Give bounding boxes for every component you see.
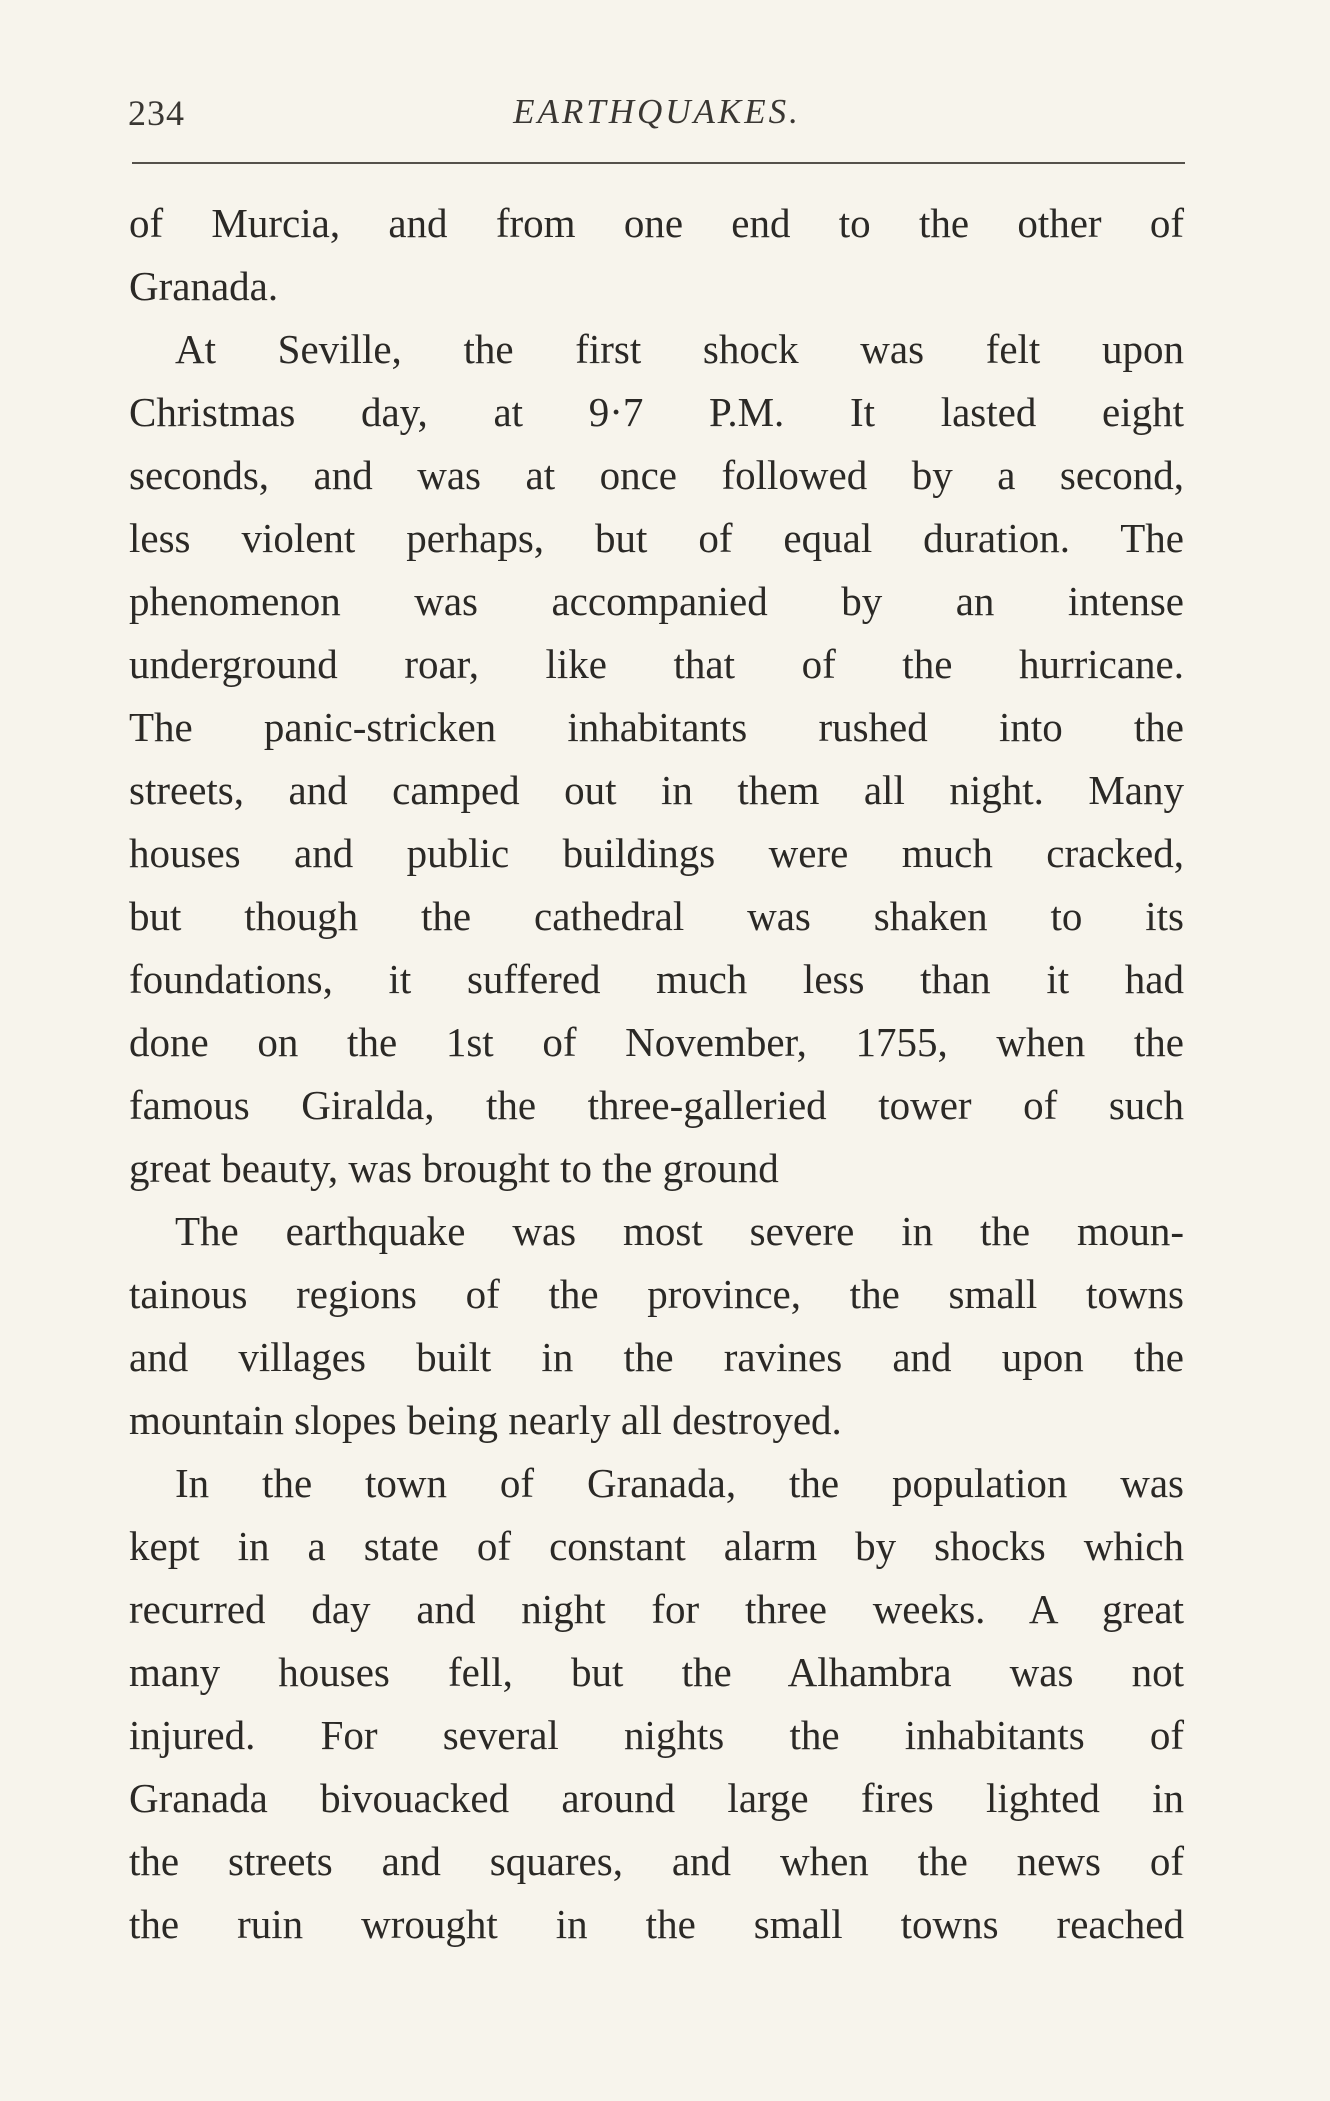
text-line: Christmas day, at 9·7 P.M. It lasted eight (129, 389, 1184, 435)
text-line: underground roar, like that of the hurricane. (129, 641, 1184, 687)
text-line: The panic-stricken inhabitants rushed into the (129, 704, 1184, 750)
page-number: 234 (128, 93, 185, 133)
text-line: recurred day and night for three weeks. A great (129, 1586, 1184, 1632)
text-line: done on the 1st of November, 1755, when the (129, 1019, 1184, 1065)
header-rule (132, 162, 1185, 164)
text-line: kept in a state of constant alarm by shocks which (129, 1523, 1184, 1569)
text-line: Granada bivouacked around large fires lighted in (129, 1775, 1184, 1821)
running-head (128, 92, 1186, 142)
text-line: At Seville, the first shock was felt upon (175, 326, 1184, 372)
text-line: houses and public buildings were much cracked, (129, 830, 1184, 876)
text-line: foundations, it suffered much less than it had (129, 956, 1184, 1002)
text-line: and villages built in the ravines and upon the (129, 1334, 1184, 1380)
text-line: mountain slopes being nearly all destroyed. (129, 1397, 842, 1443)
body-text (129, 192, 1184, 1956)
text-line: of Murcia, and from one end to the other of (129, 200, 1184, 246)
text-line: streets, and camped out in them all night. Many (129, 767, 1184, 813)
running-title: EARTHQUAKES. (513, 92, 801, 131)
text-line: many houses fell, but the Alhambra was not (129, 1649, 1184, 1695)
text-line: The earthquake was most severe in the moun- (175, 1208, 1184, 1254)
text-line: famous Giralda, the three-galleried tower of such (129, 1082, 1184, 1128)
text-line: less violent perhaps, but of equal duration. The (129, 515, 1184, 561)
text-line: great beauty, was brought to the ground (129, 1145, 779, 1191)
text-line: tainous regions of the province, the small towns (129, 1271, 1184, 1317)
text-line: the ruin wrought in the small towns reached (129, 1901, 1184, 1947)
text-line: injured. For several nights the inhabitants of (129, 1712, 1184, 1758)
text-line: seconds, and was at once followed by a second, (129, 452, 1184, 498)
text-line: phenomenon was accompanied by an intense (129, 578, 1184, 624)
text-line: but though the cathedral was shaken to its (129, 893, 1184, 939)
text-line: Granada. (129, 263, 279, 309)
text-line: In the town of Granada, the population was (175, 1460, 1184, 1506)
text-line: the streets and squares, and when the news of (129, 1838, 1184, 1884)
